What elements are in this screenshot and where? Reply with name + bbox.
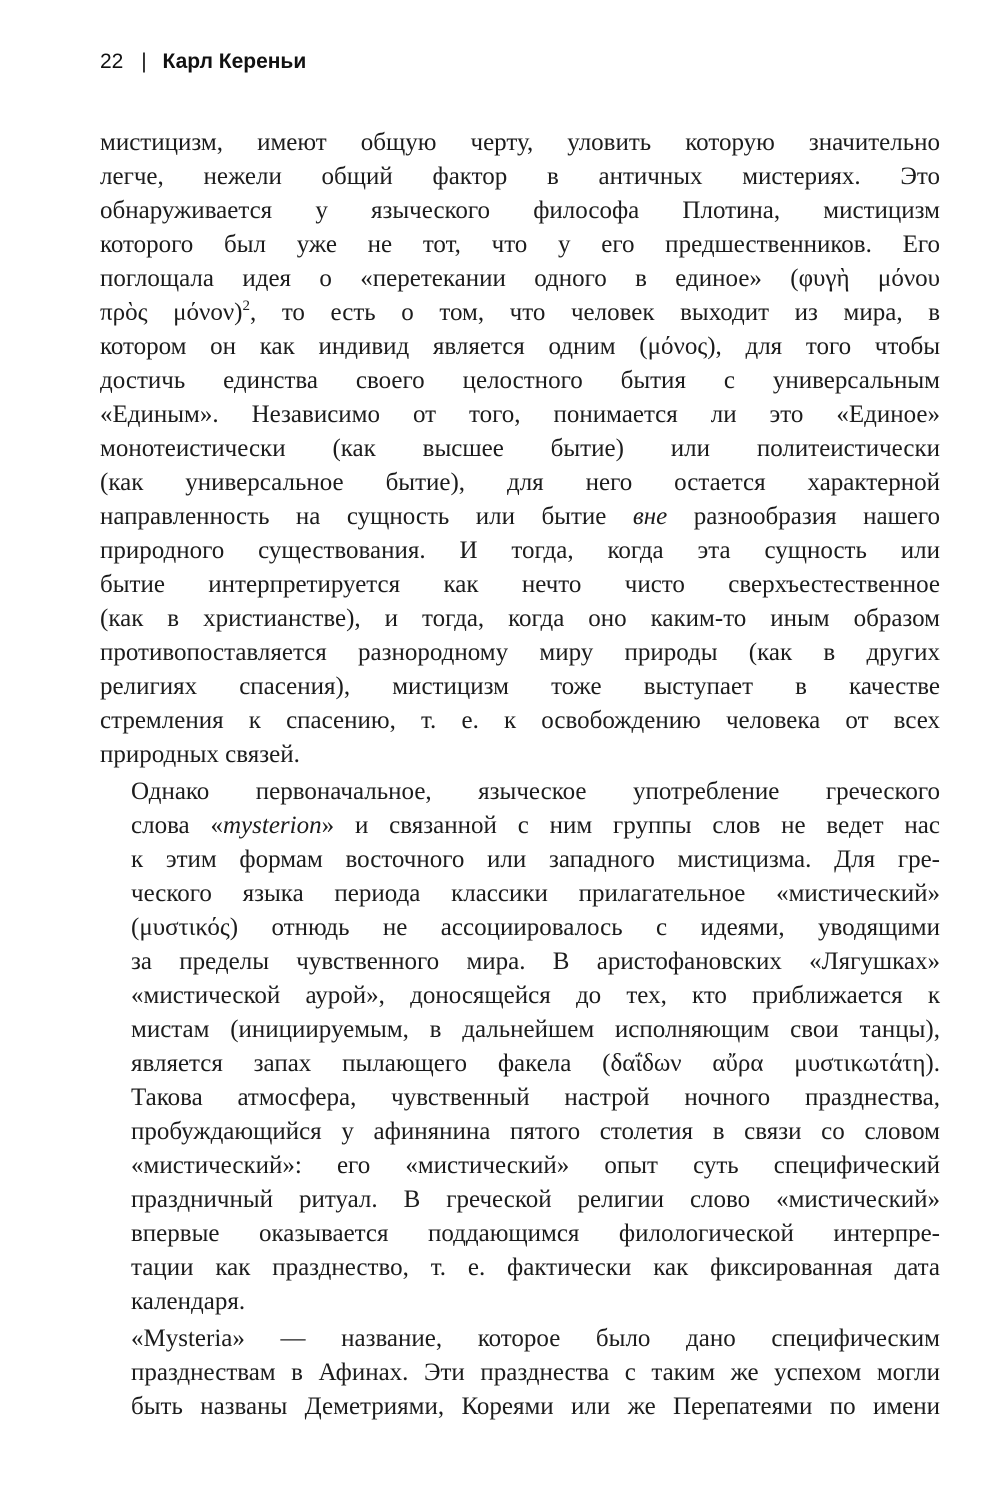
text-line: «Mysteria» — название, которое было дано специфическим bbox=[131, 1325, 940, 1352]
text-line: бытие интерпретируется как нечто чисто сверхъестественное bbox=[100, 571, 940, 598]
text-line: «мистической аурой», доносящейся до тех, кто приближается к bbox=[131, 982, 940, 1009]
text-line: противопоставляется разнородному миру природы (как в других bbox=[100, 639, 940, 666]
text-line: (μυστικός) отнюдь не ассоциировалось с идеями, уводящими bbox=[131, 914, 940, 941]
text-line: стремления к спасению, т. е. к освобождению человека от всех bbox=[100, 707, 940, 734]
text-line: к этим формам восточного или западного мистицизма. Для гре- bbox=[131, 846, 940, 873]
text-line: «Единым». Независимо от того, понимается ли это «Единое» bbox=[100, 401, 940, 428]
text-line bbox=[100, 296, 940, 330]
text-line: Такова атмосфера, чувственный настрой ночного празднества, bbox=[131, 1084, 940, 1111]
text-line: Однако первоначальное, языческое употребление греческого bbox=[131, 778, 940, 805]
text-line: монотеистически (как высшее бытие) или политеистически bbox=[100, 435, 940, 462]
text-line: обнаруживается у языческого философа Плотина, мистицизм bbox=[100, 197, 940, 224]
footnote-ref: 2 bbox=[242, 298, 250, 314]
text-line: религиях спасения), мистицизм тоже выступает в качестве bbox=[100, 673, 940, 700]
text-line: тации как празднество, т. е. фактически как фиксированная дата bbox=[131, 1254, 940, 1281]
text-line: ческого языка периода классики прилагательное «мистический» bbox=[131, 880, 940, 907]
body-text bbox=[100, 126, 940, 1424]
text-fragment: , то есть о том, что человек выходит из мира, в bbox=[249, 299, 940, 326]
text-line: легче, нежели общий фактор в античных мистериях. Это bbox=[100, 163, 940, 190]
text-line: впервые оказывается поддающимся филологической интерпре- bbox=[131, 1220, 940, 1247]
text-fragment: разнообразия нашего bbox=[693, 503, 941, 530]
text-line: которого был уже не тот, что у его предшественников. Его bbox=[100, 231, 940, 258]
paragraph-1 bbox=[100, 126, 940, 772]
text-line: за пределы чувственного мира. В аристофановских «Лягушках» bbox=[131, 948, 940, 975]
text-line bbox=[100, 500, 940, 534]
text-line: пробуждающийся у афинянина пятого столетия в связи со словом bbox=[131, 1118, 940, 1145]
text-line: (как в христианстве), и тогда, когда оно каким-то иным образом bbox=[100, 605, 940, 632]
paragraph-3 bbox=[100, 1322, 940, 1424]
text-line: праздничный ритуал. В греческой религии слово «мистический» bbox=[131, 1186, 940, 1213]
emphasis: mysterion bbox=[223, 812, 322, 839]
text-line: природных связей. bbox=[100, 741, 300, 768]
text-fragment: » и связанной с ним группы слов не ведет нас bbox=[321, 812, 940, 839]
text-line: достичь единства своего целостного бытия с универсальным bbox=[100, 367, 940, 394]
greek-phrase: πρὸς μόνον) bbox=[100, 299, 243, 326]
paragraph-2 bbox=[100, 775, 940, 1319]
text-line: календаря. bbox=[131, 1288, 246, 1315]
running-head bbox=[100, 50, 306, 74]
text-line: быть названы Деметриями, Кореями или же Перепатеями по имени bbox=[131, 1393, 940, 1420]
text-line: (как универсальное бытие), для него остается характерной bbox=[100, 469, 940, 496]
text-line: поглощала идея о «перетекании одного в единое» (φυγὴ μόνου bbox=[100, 265, 940, 292]
text-line: «мистический»: его «мистический» опыт суть специфический bbox=[131, 1152, 940, 1179]
header-separator: | bbox=[141, 50, 147, 73]
text-line: мистицизм, имеют общую черту, уловить которую значительно bbox=[100, 129, 940, 156]
page-number: 22 bbox=[100, 50, 124, 73]
text-line bbox=[100, 809, 940, 843]
text-line: мистам (инициируемым, в дальнейшем исполняющим свои танцы), bbox=[131, 1016, 940, 1043]
text-line: празднествам в Афинах. Эти празднества с таким же успехом могли bbox=[131, 1359, 940, 1386]
text-line: является запах пылающего факела (δαΐδων αὔρα μυστικωτάτη). bbox=[131, 1050, 940, 1077]
header-author: Карл Кереньи bbox=[162, 50, 307, 73]
text-fragment: слова « bbox=[131, 812, 223, 839]
text-line: природного существования. И тогда, когда эта сущность или bbox=[100, 537, 940, 564]
text-line: котором он как индивид является одним (μόνος), для того чтобы bbox=[100, 333, 940, 360]
text-fragment: направленность на сущность или бытие bbox=[100, 503, 607, 530]
emphasis: вне bbox=[632, 503, 668, 530]
